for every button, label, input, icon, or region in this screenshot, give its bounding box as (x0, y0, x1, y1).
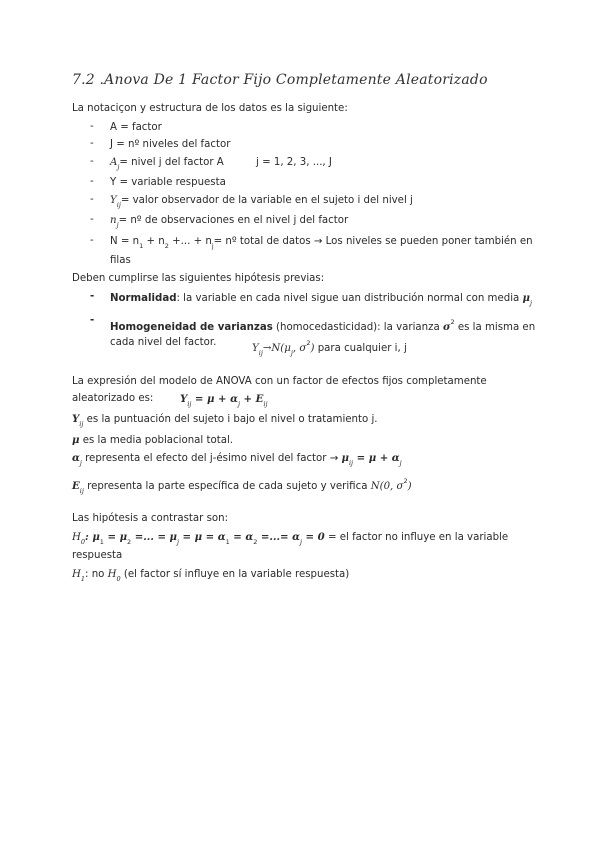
model-line2: aleatorizado es: (72, 393, 154, 404)
item-levels: J = nº niveles del factor (110, 139, 231, 150)
item-nj: $n_j=$ nº de observaciones en el nivel j del factor (110, 215, 349, 229)
item-factor: A = factor (110, 122, 162, 133)
bullet-marker: - (90, 315, 95, 326)
hyp-homog-formula: $Y_{ij}\to N(\mu_j$, $\sigma^2$) para cualquier i, j (252, 339, 407, 357)
bullet-marker: - (90, 138, 94, 149)
model-y-def: $Y_{ij}$ es la puntuación del sujeto i bajo el nivel o tratamiento j. (72, 413, 378, 428)
item-response: Y = variable respuesta (110, 177, 226, 188)
section-title: 7.2 .Anova De 1 Factor Fijo Completamente Aleatorizado (72, 72, 488, 88)
model-e-def: $E_{ij}$ representa la parte específica de cada sujeto y verifica N(0, $\sigma^2$) (72, 477, 412, 495)
item-yij: $Y_{ij}=$ valor observador de la variable en el sujeto i del nivel j (110, 195, 413, 209)
bullet-marker: - (90, 194, 94, 205)
bullet-marker: - (90, 156, 94, 167)
bullet-marker: - (90, 121, 94, 132)
hypothesis-h0-cont: respuesta (72, 550, 123, 561)
hyp-normalidad: Normalidad: la variable en cada nivel sigue uan distribución normal con media $\mu_j$ (110, 292, 532, 307)
intro-text: La notaciçon y estructura de los datos es la siguiente: (72, 103, 348, 114)
model-alpha-def: $\alpha_j$ representa el efecto del j-ésimo nivel del factor → $\mu_{ij} = \mu + \alpha_j$ (72, 452, 402, 467)
item-n-total: $N = n_1 + n_2$ +... + $n_j=$ nº total de datos → Los niveles se pueden poner también en (110, 236, 533, 250)
bullet-marker: - (90, 291, 95, 302)
model-equation: $Y_{ij} = \mu + \alpha_j + E_{ij}$ (180, 393, 268, 408)
item-level-j: $A_j=$ nivel j del factor A (110, 157, 224, 171)
hypotheses-title: Las hipótesis a contrastar son: (72, 513, 228, 524)
item-level-range: j = 1, 2, 3, ..., J (256, 157, 332, 168)
hypothesis-h0: $H_0$: $\mu_1 = \mu_2$ =... = $\mu_j = \mu = \alpha_1 = \alpha_2$ =...= $\alpha_j = 0$ = el factor no influye en la variable (72, 531, 509, 546)
hypotheses-intro: Deben cumplirse las siguientes hipótesis previas: (72, 273, 325, 284)
model-line1: La expresión del modelo de ANOVA con un factor de efectos fijos completamente (72, 376, 487, 387)
hyp-homogeneidad: Homogeneidad de varianzas (homocedasticidad): la varianza $\sigma^2$ es la misma en (110, 318, 536, 333)
hypothesis-h1: $H_1$: no $H_0$ (el factor sí influye en la variable respuesta) (72, 569, 350, 583)
hyp-homog-cont: cada nivel del factor. (110, 337, 217, 348)
model-mu-def: μ es la media poblacional total. (72, 434, 234, 446)
bullet-marker: - (90, 235, 94, 246)
item-n-total-cont: filas (110, 255, 131, 266)
bullet-marker: - (90, 214, 94, 225)
bullet-marker: - (90, 176, 94, 187)
